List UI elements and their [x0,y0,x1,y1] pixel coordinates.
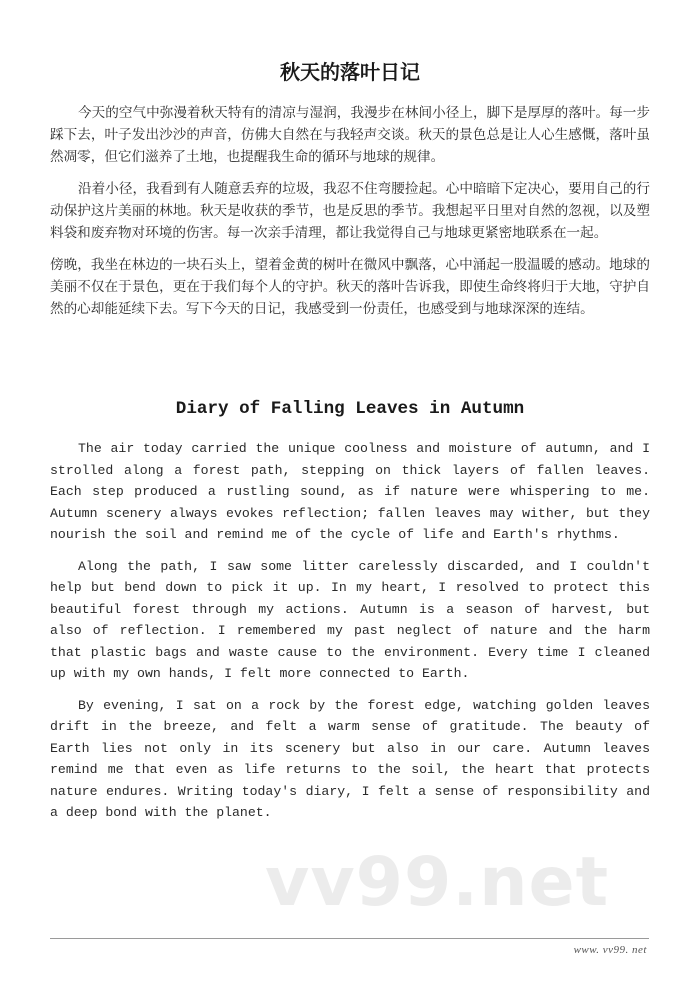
footer-url: www. vv99. net [573,944,647,956]
chinese-title: 秋天的落叶日记 [280,60,420,84]
chinese-paragraph-3: 傍晚，我坐在林边的一块石头上，望着金黄的树叶在微风中飘落，心中涌起一股温暖的感动。地球的美丽不仅在于景色，更在于我们每个人的守护。秋天的落叶告诉我，即使生命终将归于大地，守护自然的心却能延续下去。写下今天的日记，我感受到一份责任，也感受到与地球深深的连结。 [50,257,650,317]
chinese-body [50,102,650,330]
english-title: Diary of Falling Leaves in Autumn [175,399,525,419]
footer-divider [50,938,649,939]
english-body [50,438,650,834]
english-paragraph-3: By evening, I sat on a rock by the forest edge, watching golden leaves drift in the breeze, and felt a warm sense of gratitude. The beauty of Earth lies not only in its scenery but also in our care. Autumn leaves remind me that even as life returns to the soil, the heart that protects nature endures. Writing today's diary, I felt a sense of responsibility and a deep bond with the planet. [50,697,650,820]
english-paragraph-1: The air today carried the unique coolness and moisture of autumn, and I strolled along a forest path, stepping on thick layers of fallen leaves. Each step produced a rustling sound, as if nature were whispering to me. Autumn scenery always evokes reflection; fallen leaves may wither, but they nourish the soil and remind me of the cycle of life and Earth's rhythms. [50,441,650,542]
chinese-paragraph-1: 今天的空气中弥漫着秋天特有的清凉与湿润，我漫步在林间小径上，脚下是厚厚的落叶。每一步踩下去，叶子发出沙沙的声音，仿佛大自然在与我轻声交谈。秋天的景色总是让人心生感慨，落叶虽然凋零，但它们滋养了土地，也提醒我生命的循环与地球的规律。 [50,105,650,165]
watermark: vv99.net [265,843,610,922]
english-paragraph-2: Along the path, I saw some litter carelessly discarded, and I couldn't help but bend down to pick it up. In my heart, I resolved to protect this beautiful forest through my actions. Autumn is a season of harvest, but also of reflection. I remembered my past neglect of nature and the harm that plastic bags and waste cause to the environment. Every time I cleaned up with my own hands, I felt more connected to Earth. [50,558,650,681]
chinese-paragraph-2: 沿着小径，我看到有人随意丢弃的垃圾，我忍不住弯腰捡起。心中暗暗下定决心，要用自己的行动保护这片美丽的林地。秋天是收获的季节，也是反思的季节。我想起平日里对自然的忽视，以及塑料袋和废弃物对环境的伤害。每一次亲手清理，都让我觉得自己与地球更紧密地联系在一起。 [50,181,650,241]
